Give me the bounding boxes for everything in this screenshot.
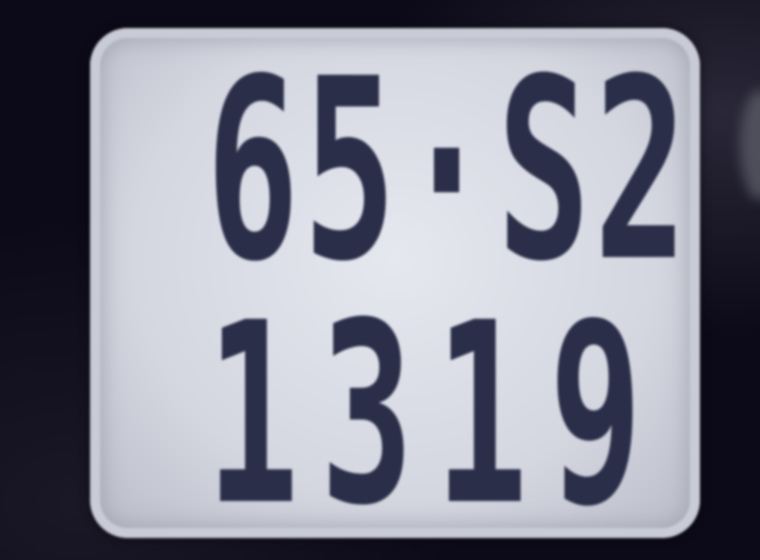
background-highlight — [740, 90, 760, 200]
plate-line-bottom: 1319 — [205, 269, 664, 560]
license-plate — [90, 25, 700, 560]
plate-line-top: 65·S2 — [205, 25, 692, 316]
